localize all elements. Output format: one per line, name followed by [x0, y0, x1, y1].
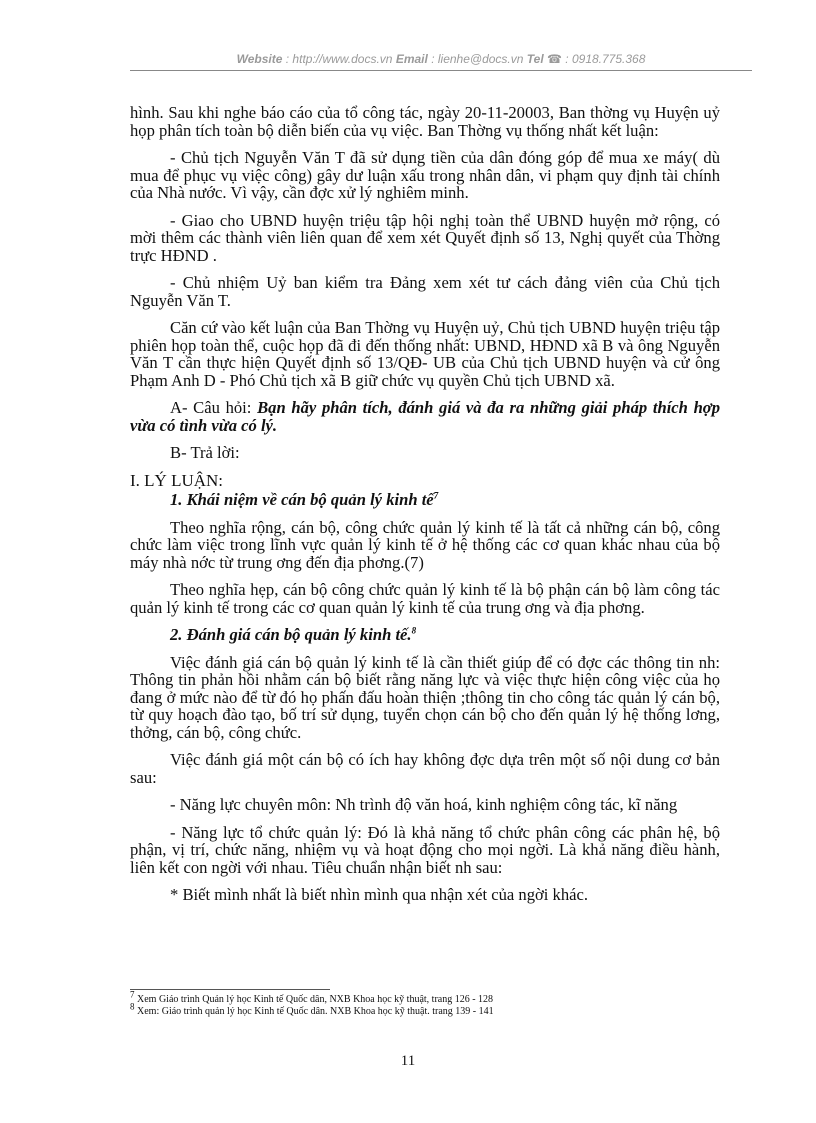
question-label: A- Câu hỏi:	[170, 398, 252, 417]
paragraph-4: - Chủ nhiệm Uỷ ban kiểm tra Đảng xem xét tư cách đảng viên của Chủ tịch Nguyễn Văn T.	[130, 273, 720, 310]
footnote-ref-7[interactable]: 7	[433, 490, 439, 501]
email-link[interactable]: : lienhe@docs.vn	[431, 52, 524, 66]
paragraph-5: Căn cứ vào kết luận của Ban Thờng vụ Huyện uỷ, Chủ tịch UBND huyện triệu tập phiên họp toàn thể, cuộc họp đã đi đến thống nhất: UBND, HĐND xã B và ông Nguyễn Văn T cần thực hiện Quyết định số 13/QĐ- UB của Chủ tịch UBND huyện và cử ông Phạm Anh D - Phó Chủ tịch xã B giữ chức vụ quyền Chủ tịch UBND xã.	[130, 318, 720, 390]
subheading-2-text: 2. Đánh giá cán bộ quản lý kinh tế.	[170, 625, 412, 644]
subheading-2	[170, 626, 720, 644]
footnote-8-num: 8	[130, 1001, 135, 1012]
footnote-7	[130, 989, 730, 1005]
page-number: 11	[400, 1053, 416, 1069]
paragraph-2: - Chủ tịch Nguyễn Văn T đã sử dụng tiền của dân đóng góp để mua xe máy( dù mua để phục vụ việc công) gây dư luận xấu trong nhân dân, vi phạm quy định tài chính của Nhà nước. Vì vậy, cần đợc xử lý nghiêm minh.	[130, 148, 720, 202]
paragraph-3: - Giao cho UBND huyện triệu tập hội nghị toàn thể UBND huyện mở rộng, có mời thêm các thành viên liên quan để xem xét Quyết định số 13, Nghị quyết của Thờng trực HĐND .	[130, 210, 720, 265]
paragraph-11: - Năng lực tổ chức quản lý: Đó là khả năng tổ chức phân công các phân hệ, bộ phận, vị trí, chức năng, nhiệm vụ và hoạt động cho mọi ngời. Là khả năng điều hành, liên kết con ngời với nhau. Tiêu chuẩn nhận biết nh sau:	[130, 822, 720, 877]
paragraph-8: Việc đánh giá cán bộ quản lý kinh tế là cần thiết giúp để có đợc các thông tin nh: Thông tin phản hồi nhằm cán bộ biết rằng năng lực và việc thực hiện công việc của họ đang ở mức nào để từ đó họ phấn đấu hoàn thiện ;thông tin cho công tác quản lý cán bộ, từ quy hoạch đào tạo, bố trí sử dụng, tuyển chọn cán bộ cho đến quản lý hệ thống lơng, thởng, cán bộ, công chức.	[130, 652, 720, 742]
paragraph-1: hình. Sau khi nghe báo cáo của tổ công tác, ngày 20-11-20003, Ban thờng vụ Huyện uỷ họp phân tích toàn bộ diễn biến của vụ việc. Ban Thờng vụ thống nhất kết luận:	[130, 103, 720, 140]
paragraph-9: Việc đánh giá một cán bộ có ích hay không đợc dựa trên một số nội dung cơ bản sau:	[130, 750, 720, 787]
tel-value: ☎ : 0918.775.368	[547, 52, 646, 66]
footnote-rule	[130, 989, 330, 990]
email-label: Email	[395, 52, 428, 66]
footnote-ref-8[interactable]: 8	[411, 625, 417, 636]
subheading-1-text: 1. Khái niệm về cán bộ quản lý kinh tế	[170, 490, 434, 509]
footnote-8	[130, 1001, 730, 1017]
paragraph-12: * Biết mình nhất là biết nhìn mình qua nhận xét của ngời khác.	[170, 885, 588, 904]
tel-label: Tel	[526, 52, 544, 66]
footnote-8-text: Xem: Giáo trình quản lý học Kinh tế Quốc dân. NXB Khoa học kỹ thuật. trang 139 - 141	[137, 1006, 494, 1017]
website-label: Website	[236, 52, 283, 66]
document-body	[130, 104, 720, 914]
paragraph-7: Theo nghĩa hẹp, cán bộ công chức quản lý kinh tế là bộ phận cán bộ làm công tác quản lý kinh tế trong các cơ quan quản lý kinh tế của trung ơng và địa phơng.	[130, 580, 720, 617]
page-header	[130, 52, 752, 66]
website-link[interactable]: : http://www.docs.vn	[285, 52, 393, 66]
paragraph-6: Theo nghĩa rộng, cán bộ, công chức quản lý kinh tế là tất cả những cán bộ, công chức làm việc trong lĩnh vực quản lý kinh tế ở hệ thống các cơ quan khác nhau của bộ máy nhà nớc từ trung ơng đến địa phơng.(7)	[130, 517, 720, 572]
header-rule	[130, 70, 752, 71]
footnote-7-num: 7	[130, 989, 135, 1000]
paragraph-10: - Năng lực chuyên môn: Nh trình độ văn hoá, kinh nghiệm công tác, kĩ năng	[170, 795, 678, 814]
section-heading-1: I. LÝ LUẬN:	[130, 470, 224, 490]
question-text: Bạn hãy phân tích, đánh giá và đa ra những giải pháp thích hợp vừa có tình vừa có lý.	[130, 398, 721, 435]
answer-label: B- Trả lời:	[170, 443, 240, 462]
subheading-1	[170, 491, 720, 509]
footnote-7-text: Xem Giáo trình Quản lý học Kinh tế Quốc dân, NXB Khoa học kỹ thuật, trang 126 - 128	[137, 994, 494, 1005]
question	[130, 399, 720, 434]
